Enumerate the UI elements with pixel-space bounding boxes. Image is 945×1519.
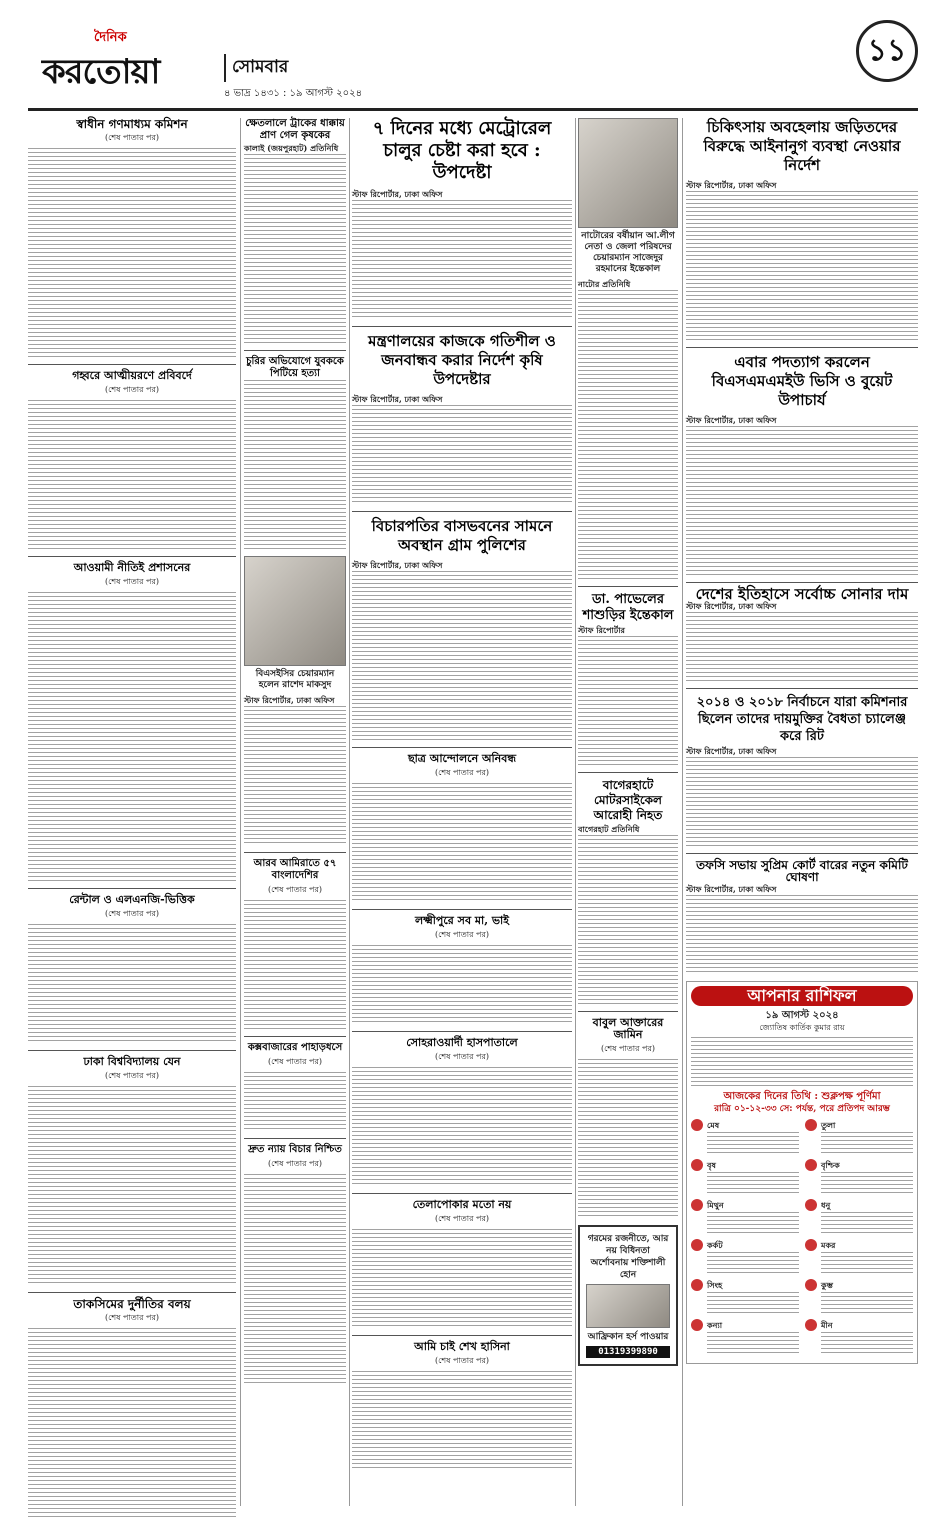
article-body: [686, 191, 918, 341]
zodiac-icon: [691, 1159, 703, 1171]
horoscope-grid: [691, 1119, 913, 1359]
article-body: [28, 400, 236, 550]
logo-small-text: দৈনিক: [94, 30, 127, 45]
column-4: [578, 118, 678, 1366]
column-divider: [349, 118, 350, 1506]
article-body: [244, 1072, 346, 1132]
article-body: [244, 154, 346, 344]
sign-name: মকর: [821, 1240, 836, 1250]
zodiac-icon: [805, 1239, 817, 1251]
continued-label: (শেষ পাতার পর): [104, 133, 160, 142]
zodiac-icon: [691, 1239, 703, 1251]
article-headline[interactable]: এবার পদত্যাগ করলেন বিএসএমএমইউ ভিসি ও বুয়েট উপাচার্য: [711, 353, 893, 409]
continued-label: (শেষ পাতার পর): [104, 909, 160, 918]
horoscope-sign: [805, 1159, 913, 1194]
sign-name: মীন: [821, 1320, 833, 1330]
article-headline[interactable]: লক্ষ্মীপুরে সব মা, ভাই: [415, 914, 509, 927]
continued-label: (শেষ পাতার পর): [434, 1052, 490, 1061]
sign-name: বৃষ: [707, 1160, 716, 1170]
article-body: [352, 571, 572, 741]
article-headline[interactable]: দেশের ইতিহাসে সর্বোচ্চ সোনার দাম: [695, 585, 909, 603]
article-body: [686, 895, 918, 975]
continued-label: (শেষ পাতার পর): [434, 1214, 490, 1223]
horoscope-sign: [691, 1279, 799, 1314]
divider: [578, 586, 678, 587]
sign-body: [821, 1172, 913, 1194]
sign-body: [821, 1132, 913, 1154]
article-headline[interactable]: রেন্টাল ও এলএনজি-ভিত্তিক: [69, 893, 195, 906]
sign-body: [707, 1332, 799, 1354]
masthead: [28, 14, 918, 106]
byline: স্টাফ রিপোর্টার, ঢাকা অফিস: [686, 415, 777, 425]
sign-name: বৃশ্চিক: [821, 1160, 840, 1170]
article-headline[interactable]: তেলাপোকার মতো নয়: [412, 1198, 512, 1211]
column-1: [28, 118, 236, 1519]
continued-label: (শেষ পাতার পর): [600, 1044, 656, 1053]
article-body: [244, 706, 346, 846]
horoscope-sign: [691, 1119, 799, 1154]
tithi-time: রাত্রি ০১-১২-৩৩ সে: পর্যন্ত, পরে প্রতিপদ আরম্ভ: [714, 1104, 890, 1114]
byline: স্টাফ রিপোর্টার, ঢাকা অফিস: [244, 695, 335, 705]
sign-text: [707, 1119, 799, 1154]
article-headline[interactable]: ডা. পাভেলের শাশুড়ির ইন্তেকাল: [582, 592, 674, 623]
portrait-photo: [244, 556, 346, 666]
column-divider: [575, 118, 576, 1506]
article-body: [686, 426, 918, 576]
divider: [28, 1050, 236, 1051]
article-body: [352, 1067, 572, 1187]
byline: স্টাফ রিপোর্টার: [578, 625, 625, 635]
divider: [352, 909, 572, 910]
article-body: [578, 636, 678, 766]
byline: স্টাফ রিপোর্টার, ঢাকা অফিস: [686, 180, 777, 190]
sign-name: মেষ: [707, 1120, 720, 1130]
sign-body: [821, 1252, 913, 1274]
article-headline[interactable]: তাকসিমের দুর্নীতির বলয়: [73, 1297, 191, 1311]
horoscope-sign: [805, 1199, 913, 1234]
weekday: সোমবার: [224, 54, 364, 82]
article-body: [578, 835, 678, 1005]
article-body: [686, 612, 918, 682]
article-headline[interactable]: সোহরাওয়ার্দী হাসপাতালে: [406, 1036, 518, 1049]
sign-text: [707, 1319, 799, 1354]
byline: স্টাফ রিপোর্টার, ঢাকা অফিস: [686, 601, 777, 611]
logo-big-text: করতোয়া: [42, 52, 160, 92]
divider: [244, 852, 346, 853]
sign-text: [707, 1279, 799, 1314]
horoscope-date: ১৯ আগস্ট ২০২৪: [765, 1010, 839, 1021]
sign-text: [821, 1279, 913, 1314]
horoscope-sign: [805, 1239, 913, 1274]
ad-phone: 01319399890: [586, 1346, 670, 1358]
divider: [28, 888, 236, 889]
divider: [244, 1036, 346, 1037]
lead-headline[interactable]: ৭ দিনের মধ্যে মেট্রোরেল চালুর চেষ্টা করা হবে : উপদেষ্টা: [372, 118, 552, 183]
divider: [244, 350, 346, 351]
sign-text: [707, 1159, 799, 1194]
sign-body: [821, 1212, 913, 1234]
continued-label: (শেষ পাতার পর): [267, 1159, 323, 1168]
continued-label: (শেষ পাতার পর): [104, 1071, 160, 1080]
column-3: [352, 118, 572, 1477]
continued-label: (শেষ পাতার পর): [267, 1057, 323, 1066]
divider: [352, 326, 572, 327]
byline: নাটোর প্রতিনিধি: [578, 279, 631, 289]
article-headline[interactable]: ২০১৪ ও ২০১৮ নির্বাচনে যারা কমিশনার ছিলেন তাদের দায়মুক্তির বৈধতা চ্যালেঞ্জ করে রিট: [696, 695, 908, 744]
article-body: [28, 1328, 236, 1518]
horoscope-sign: [691, 1319, 799, 1354]
sign-body: [707, 1212, 799, 1234]
ad-product: আফ্রিকান হর্স পাওয়ার: [587, 1332, 669, 1342]
zodiac-icon: [691, 1119, 703, 1131]
sign-name: কুম্ভ: [821, 1280, 833, 1290]
divider: [578, 1011, 678, 1012]
divider: [28, 556, 236, 557]
photo-caption: নাটোরের বর্ষীয়ান আ.লীগ নেতা ও জেলা পরিষদের চেয়ারম্যান সাজেদুর রহমানের ইন্তেকাল: [581, 231, 675, 274]
zodiac-icon: [691, 1199, 703, 1211]
zodiac-icon: [805, 1199, 817, 1211]
article-headline[interactable]: গহ্বরে আত্মীয়রণে প্রবিবর্দে: [72, 369, 192, 382]
zodiac-icon: [805, 1319, 817, 1331]
sign-name: কন্যা: [707, 1320, 723, 1330]
newspaper-logo: [42, 28, 202, 100]
sign-body: [707, 1292, 799, 1314]
article-body: [28, 592, 236, 882]
article-headline[interactable]: ক্ষেতলালে ট্রাকের ধাক্কায় প্রাণ গেল কৃষকের: [245, 118, 345, 141]
article-body: [244, 1174, 346, 1384]
zodiac-icon: [805, 1119, 817, 1131]
article-body: [28, 1086, 236, 1286]
byline: স্টাফ রিপোর্টার, ঢাকা অফিস: [352, 189, 443, 199]
article-headline[interactable]: কক্সবাজারের পাহাড়ধসে: [247, 1042, 343, 1053]
article-headline[interactable]: ছাত্র আন্দোলনে অনিবন্ধ: [407, 752, 517, 765]
article-body: [352, 200, 572, 320]
article-headline[interactable]: তফসি সভায় সুপ্রিম কোর্ট বারের নতুন কমিটি ঘোষণা: [696, 858, 908, 884]
sign-text: [707, 1199, 799, 1234]
column-divider: [682, 118, 683, 1506]
horoscope-title: আপনার রাশিফল: [691, 986, 913, 1006]
divider: [686, 347, 918, 348]
sign-name: মিথুন: [707, 1200, 724, 1210]
article-body: [244, 900, 346, 1030]
zodiac-icon: [691, 1319, 703, 1331]
continued-label: (শেষ পাতার পর): [104, 1313, 160, 1322]
sign-name: সিংহ: [707, 1280, 723, 1290]
column-2: [244, 118, 346, 1390]
sign-text: [821, 1159, 913, 1194]
article-body: [686, 757, 918, 847]
article-headline[interactable]: চুরির অভিযোগে যুবককে পিটিয়ে হত্যা: [246, 356, 344, 379]
horoscope-column: [805, 1119, 913, 1359]
divider: [352, 1193, 572, 1194]
horoscope-author: জ্যোতিষ কার্তিক কুমার রায়: [759, 1023, 845, 1032]
divider: [352, 1031, 572, 1032]
horoscope-sign: [691, 1239, 799, 1274]
continued-label: (শেষ পাতার পর): [434, 768, 490, 777]
sign-text: [707, 1239, 799, 1274]
article-body: [352, 1371, 572, 1471]
sign-body: [707, 1172, 799, 1194]
article-headline[interactable]: বিচারপতির বাসভবনের সামনে অবস্থান গ্রাম পুলিশের: [371, 517, 553, 554]
horoscope-sign: [805, 1279, 913, 1314]
continued-label: (শেষ পাতার পর): [104, 385, 160, 394]
sign-name: কর্কট: [707, 1240, 723, 1250]
divider: [352, 1335, 572, 1336]
article-body: [578, 1059, 678, 1219]
sign-name: তুলা: [821, 1120, 836, 1130]
byline: স্টাফ রিপোর্টার, ঢাকা অফিস: [352, 394, 443, 404]
horoscope-box: [686, 981, 918, 1364]
continued-label: (শেষ পাতার পর): [267, 885, 323, 894]
horoscope-sign: [691, 1199, 799, 1234]
divider: [28, 364, 236, 365]
advertisement[interactable]: [578, 1225, 678, 1366]
article-body: [352, 1229, 572, 1329]
byline: স্টাফ রিপোর্টার, ঢাকা অফিস: [686, 746, 777, 756]
sign-text: [821, 1119, 913, 1154]
byline: স্টাফ রিপোর্টার, ঢাকা অফিস: [686, 884, 777, 894]
article-headline[interactable]: আমি চাই শেখ হাসিনা: [414, 1340, 510, 1353]
zodiac-icon: [805, 1159, 817, 1171]
continued-label: (শেষ পাতার পর): [104, 577, 160, 586]
tithi-label: আজকের দিনের তিথি : শুক্লপক্ষ পূর্ণিমা: [723, 1091, 881, 1102]
sign-text: [821, 1319, 913, 1354]
article-body: [352, 945, 572, 1025]
column-divider: [240, 118, 241, 1506]
horoscope-table: [691, 1037, 913, 1087]
sign-body: [707, 1132, 799, 1154]
article-headline[interactable]: চিকিৎসায় অবহেলায় জড়িতদের বিরুদ্ধে আইনানুগ ব্যবস্থা নেওয়ার নির্দেশ: [703, 118, 901, 174]
divider: [578, 772, 678, 773]
continued-label: (শেষ পাতার পর): [434, 1356, 490, 1365]
divider: [352, 747, 572, 748]
horoscope-sign: [691, 1159, 799, 1194]
ad-image: [586, 1284, 670, 1328]
article-headline[interactable]: স্বাধীন গণমাধ্যম কমিশন: [76, 117, 188, 131]
byline: বাগেরহাট প্রতিনিধি: [578, 824, 640, 834]
article-headline[interactable]: আরব আমিরাতে ৫৭ বাংলাদেশির: [253, 858, 337, 881]
article-headline[interactable]: মন্ত্রণালয়ের কাজকে গতিশীল ও জনবান্ধব করার নির্দেশ কৃষি উপদেষ্টার: [368, 332, 556, 388]
continued-label: (শেষ পাতার পর): [434, 930, 490, 939]
zodiac-icon: [805, 1279, 817, 1291]
byline: স্টাফ রিপোর্টার, ঢাকা অফিস: [352, 560, 443, 570]
article-headline[interactable]: দ্রুত ন্যায় বিচার নিশ্চিত: [248, 1144, 342, 1155]
divider: [244, 1138, 346, 1139]
divider: [352, 511, 572, 512]
byline: কালাই (জয়পুরহাট) প্রতিনিধি: [244, 143, 339, 153]
sign-body: [821, 1332, 913, 1354]
divider: [28, 1292, 236, 1293]
zodiac-icon: [691, 1279, 703, 1291]
divider: [686, 582, 918, 583]
masthead-rule: [28, 108, 918, 111]
divider: [686, 853, 918, 854]
date-block: [224, 54, 364, 103]
sign-body: [707, 1252, 799, 1274]
date-line: ৪ ভাদ্র ১৪৩১ : ১৯ আগস্ট ২০২৪: [224, 88, 363, 99]
photo-caption: বিএসইসির চেয়ারম্যান হলেন রাশেদ মাকসুদ: [255, 669, 335, 690]
horoscope-column: [691, 1119, 799, 1359]
horoscope-sign: [805, 1119, 913, 1154]
page-number: ১১: [856, 20, 918, 82]
article-headline[interactable]: আওয়ামী নীতিই প্রশাসনের: [73, 561, 191, 574]
column-5: [686, 118, 918, 1364]
divider: [686, 688, 918, 689]
article-body: [244, 380, 346, 550]
ad-tagline: গরমের রজনীতে, আর নয় বিধিনতা অর্শোবনায় শক্তিশালী হোন: [587, 1234, 669, 1280]
article-body: [352, 783, 572, 903]
article-body: [578, 290, 678, 580]
article-body: [28, 924, 236, 1044]
article-body: [28, 148, 236, 358]
portrait-photo: [578, 118, 678, 228]
article-body: [352, 405, 572, 505]
sign-text: [821, 1239, 913, 1274]
sign-name: ধনু: [821, 1200, 831, 1210]
horoscope-sign: [805, 1319, 913, 1354]
article-headline[interactable]: বাবুল আক্তারের জামিন: [592, 1016, 664, 1041]
article-headline[interactable]: ঢাকা বিশ্ববিদ্যালয় যেন: [83, 1055, 181, 1068]
article-headline[interactable]: বাগেরহাটে মোটরসাইকেল আরোহী নিহত: [593, 778, 663, 822]
sign-body: [821, 1292, 913, 1314]
sign-text: [821, 1199, 913, 1234]
